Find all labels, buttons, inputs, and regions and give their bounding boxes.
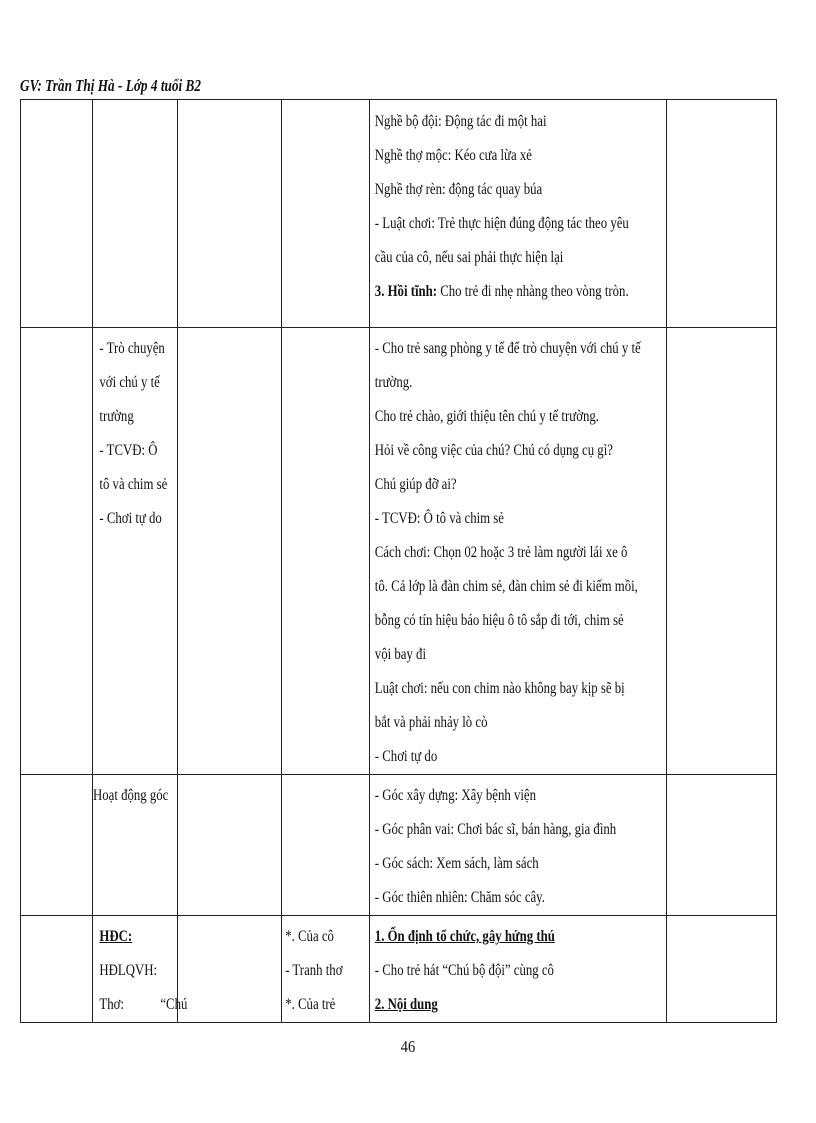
lesson-plan-table bbox=[20, 99, 777, 1023]
activity-line: tô và chim sẻ bbox=[99, 476, 168, 493]
content-line: trường. bbox=[374, 374, 413, 391]
section-heading: 1. Ổn định tổ chức, gây hứng thú bbox=[374, 928, 555, 945]
content-line: - Góc thiên nhiên: Chăm sóc cây. bbox=[374, 889, 545, 906]
section-label: HĐC: bbox=[99, 928, 133, 945]
activity-line: trường bbox=[99, 408, 134, 425]
content-line: Cho trẻ chào, giới thiệu tên chú y tế trường. bbox=[374, 408, 599, 425]
table-cell bbox=[178, 100, 282, 328]
content-line: Hỏi về công việc của chú? Chú có dụng cụ gì? bbox=[374, 442, 613, 459]
activity-line: HĐLQVH: bbox=[99, 962, 157, 979]
content-line: bắt và phải nhảy lò cò bbox=[374, 714, 488, 731]
table-cell bbox=[21, 100, 93, 328]
activity-word: Thơ: bbox=[99, 996, 124, 1013]
activity-line bbox=[93, 988, 188, 1022]
content-line: - Cho trẻ sang phòng y tế để trò chuyện với chú y tế bbox=[374, 340, 641, 357]
materials-line: - Tranh thơ bbox=[285, 962, 343, 979]
content-line: bỗng có tín hiệu báo hiệu ô tô sắp đi tới, chim sẻ bbox=[374, 612, 624, 629]
table-cell bbox=[178, 916, 282, 1023]
content-line bbox=[370, 275, 629, 309]
content-text: Cho trẻ đi nhẹ nhàng theo vòng tròn. bbox=[437, 283, 629, 300]
content-line: Chú giúp đỡ ai? bbox=[374, 476, 457, 493]
section-heading: 3. Hồi tĩnh: bbox=[374, 283, 438, 300]
activity-line: Hoạt động góc bbox=[93, 787, 169, 804]
content-line: Cách chơi: Chọn 02 hoặc 3 trẻ làm người lái xe ô bbox=[374, 544, 628, 561]
table-cell bbox=[21, 328, 93, 775]
activity-word: “Chú bbox=[160, 996, 188, 1013]
content-line bbox=[370, 988, 607, 1022]
content-line bbox=[370, 920, 607, 954]
activity-name-cell bbox=[93, 916, 188, 1023]
content-line: - Góc phân vai: Chơi bác sĩ, bán hàng, gia đình bbox=[374, 821, 617, 838]
activity-line: với chú y tế bbox=[99, 374, 160, 391]
table-cell bbox=[282, 100, 370, 328]
justified-line bbox=[99, 988, 187, 1022]
table-cell bbox=[178, 775, 282, 916]
content-line: vội bay đi bbox=[374, 646, 426, 663]
table-cell bbox=[21, 916, 93, 1023]
activity-name-cell bbox=[93, 328, 178, 775]
content-line: Nghề bộ đội: Động tác đi một hai bbox=[374, 113, 547, 130]
section-heading: 2. Nội dung bbox=[374, 996, 438, 1013]
table-row bbox=[21, 100, 777, 328]
table-cell bbox=[178, 328, 282, 775]
table-row bbox=[21, 916, 777, 1023]
materials-cell bbox=[282, 916, 370, 1023]
content-line: Luật chơi: nếu con chim nào không bay kịp sẽ bị bbox=[374, 680, 625, 697]
table-row bbox=[21, 775, 777, 916]
activity-line: - Trò chuyện bbox=[99, 340, 165, 357]
content-line: - TCVĐ: Ô tô và chim sẻ bbox=[374, 510, 504, 527]
activity-line: - Chơi tự do bbox=[99, 510, 162, 527]
table-cell bbox=[21, 775, 93, 916]
activity-content-cell bbox=[370, 328, 667, 775]
page-number: 46 bbox=[400, 1037, 416, 1056]
content-line: - Cho trẻ hát “Chú bộ đội” cùng cô bbox=[374, 962, 554, 979]
activity-line bbox=[93, 920, 160, 954]
content-line: - Góc xây dựng: Xây bệnh viện bbox=[374, 787, 537, 804]
table-cell bbox=[667, 328, 777, 775]
table-cell bbox=[282, 775, 370, 916]
content-line: - Góc sách: Xem sách, làm sách bbox=[374, 855, 539, 872]
content-line: Nghề thợ mộc: Kéo cưa lừa xẻ bbox=[374, 147, 532, 164]
activity-content-cell bbox=[370, 916, 667, 1023]
table-cell bbox=[667, 916, 777, 1023]
content-line: Nghề thợ rèn: động tác quay búa bbox=[374, 181, 543, 198]
table-cell bbox=[667, 775, 777, 916]
document-header: GV: Trần Thị Hà - Lớp 4 tuổi B2 bbox=[20, 76, 201, 95]
activity-line: - TCVĐ: Ô bbox=[99, 442, 158, 459]
table-cell bbox=[282, 328, 370, 775]
activity-content-cell bbox=[370, 100, 667, 328]
content-line: - Chơi tự do bbox=[374, 748, 438, 765]
table-cell bbox=[667, 100, 777, 328]
activity-name-cell bbox=[93, 775, 178, 916]
activity-content-cell bbox=[370, 775, 667, 916]
content-line: tô. Cả lớp là đàn chim sẻ, đàn chim sẻ đi kiếm mồi, bbox=[374, 578, 638, 595]
materials-line: *. Của cô bbox=[285, 928, 334, 945]
materials-line: *. Của trẻ bbox=[285, 996, 336, 1013]
content-line: - Luật chơi: Trẻ thực hiện đúng động tác theo yêu bbox=[374, 215, 629, 232]
table-cell bbox=[93, 100, 178, 328]
table-row bbox=[21, 328, 777, 775]
content-line: cầu của cô, nếu sai phải thực hiện lại bbox=[374, 249, 564, 266]
